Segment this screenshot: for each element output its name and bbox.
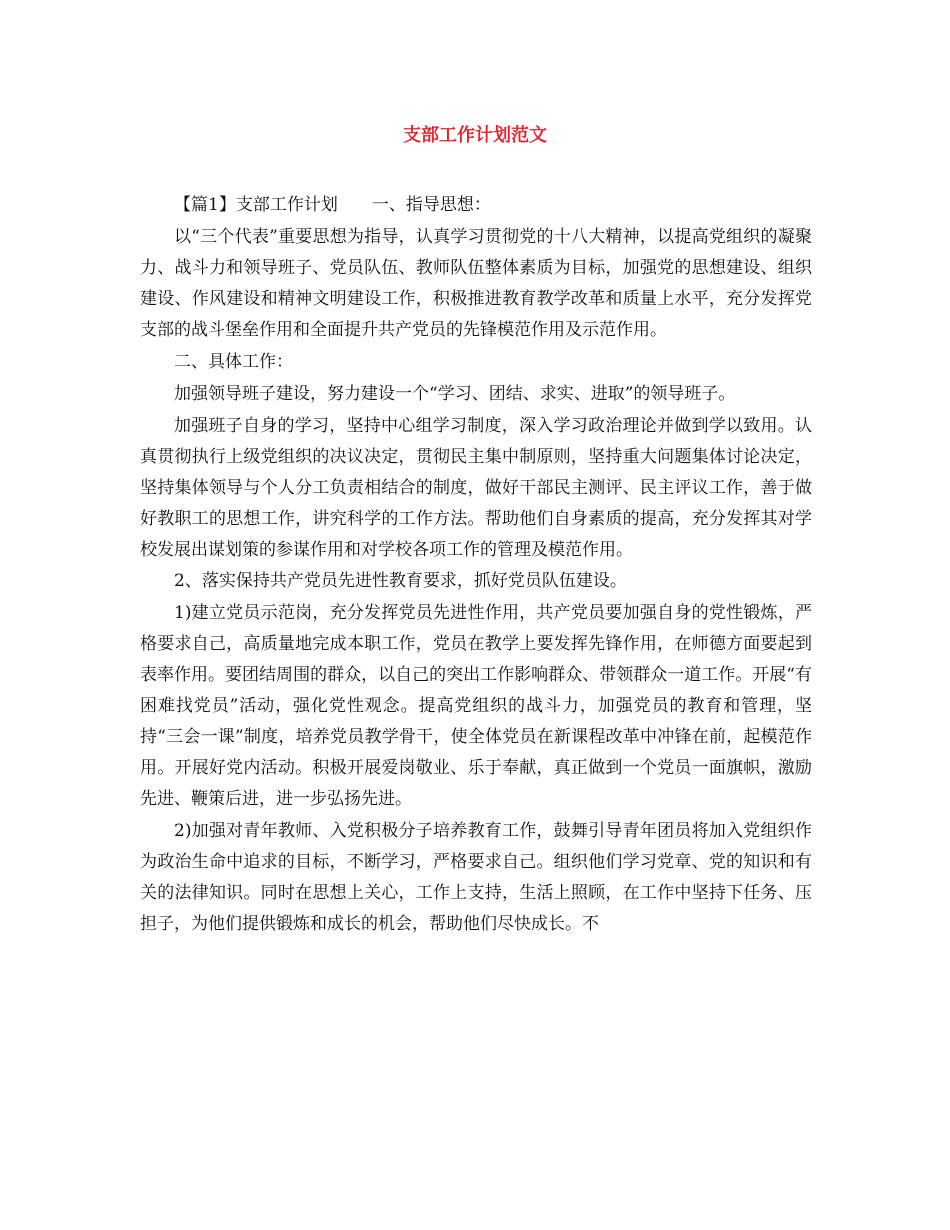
- body-paragraph: 加强领导班子建设，努力建设一个“学习、团结、求实、进取”的领导班子。: [174, 383, 736, 404]
- body-paragraph: 2)加强对青年教师、入党积极分子培养教育工作，鼓舞引导青年团员将加入党组织作为政治生命中追求的目标，不断学习，严格要求自己。组织他们学习党章、党的知识和有关的法律知识。同时在思想上关心，工作上支持，生活上照顾，在工作中坚持下任务、压担子，为他们提供锻炼和成长的机会，帮助他们尽快成长。不: [140, 821, 812, 935]
- body-paragraph: 2、落实保持共产党员先进性教育要求，抓好党员队伍建设。: [174, 571, 627, 592]
- section-heading-paragraph: 二、具体工作：: [174, 351, 293, 372]
- body-paragraph: 1)建立党员示范岗，充分发挥党员先进性作用，共产党员要加强自身的党性锻炼，严格要求自己，高质量地完成本职工作，党员在教学上要发挥先锋作用，在师德方面要起到表率作用。要团结周围的群众，以自己的突出工作影响群众、带领群众一道工作。开展“有困难找党员”活动，强化党性观念。提高党组织的战斗力，加强党员的教育和管理，坚持“三会一课”制度，培养党员教学骨干，使全体党员在新课程改革中冲锋在前，起模范作用。开展好党内活动。积极开展爱岗敬业、乐于奉献，真正做到一个党员一面旗帜，激励先进、鞭策后进，进一步弘扬先进。: [140, 603, 812, 810]
- document-body: [140, 190, 812, 941]
- section-heading-paragraph: 【篇1】支部工作计划 一、指导思想：: [174, 195, 491, 215]
- document-title: 支部工作计划范文: [403, 125, 547, 146]
- body-paragraph: 加强班子自身的学习，坚持中心组学习制度，深入学习政治理论并做到学以致用。认真贯彻执行上级党组织的决议决定，贯彻民主集中制原则，坚持重大问题集体讨论决定，坚持集体领导与个人分工负责相结合的制度，做好干部民主测评、民主评议工作，善于做好教职工的思想工作，讲究科学的工作方法。帮助他们自身素质的提高，充分发挥其对学校发展出谋划策的参谋作用和对学校各项工作的管理及模范作用。: [140, 415, 812, 560]
- guiding-ideology-paragraph: 以“三个代表”重要思想为指导，认真学习贯彻党的十八大精神，以提高党组织的凝聚力、战斗力和领导班子、党员队伍、教师队伍整体素质为目标，加强党的思想建设、组织建设、作风建设和精神文明建设工作，积极推进教育教学改革和质量上水平，充分发挥党支部的战斗堡垒作用和全面提升共产党员的先锋模范作用及示范作用。: [140, 226, 812, 340]
